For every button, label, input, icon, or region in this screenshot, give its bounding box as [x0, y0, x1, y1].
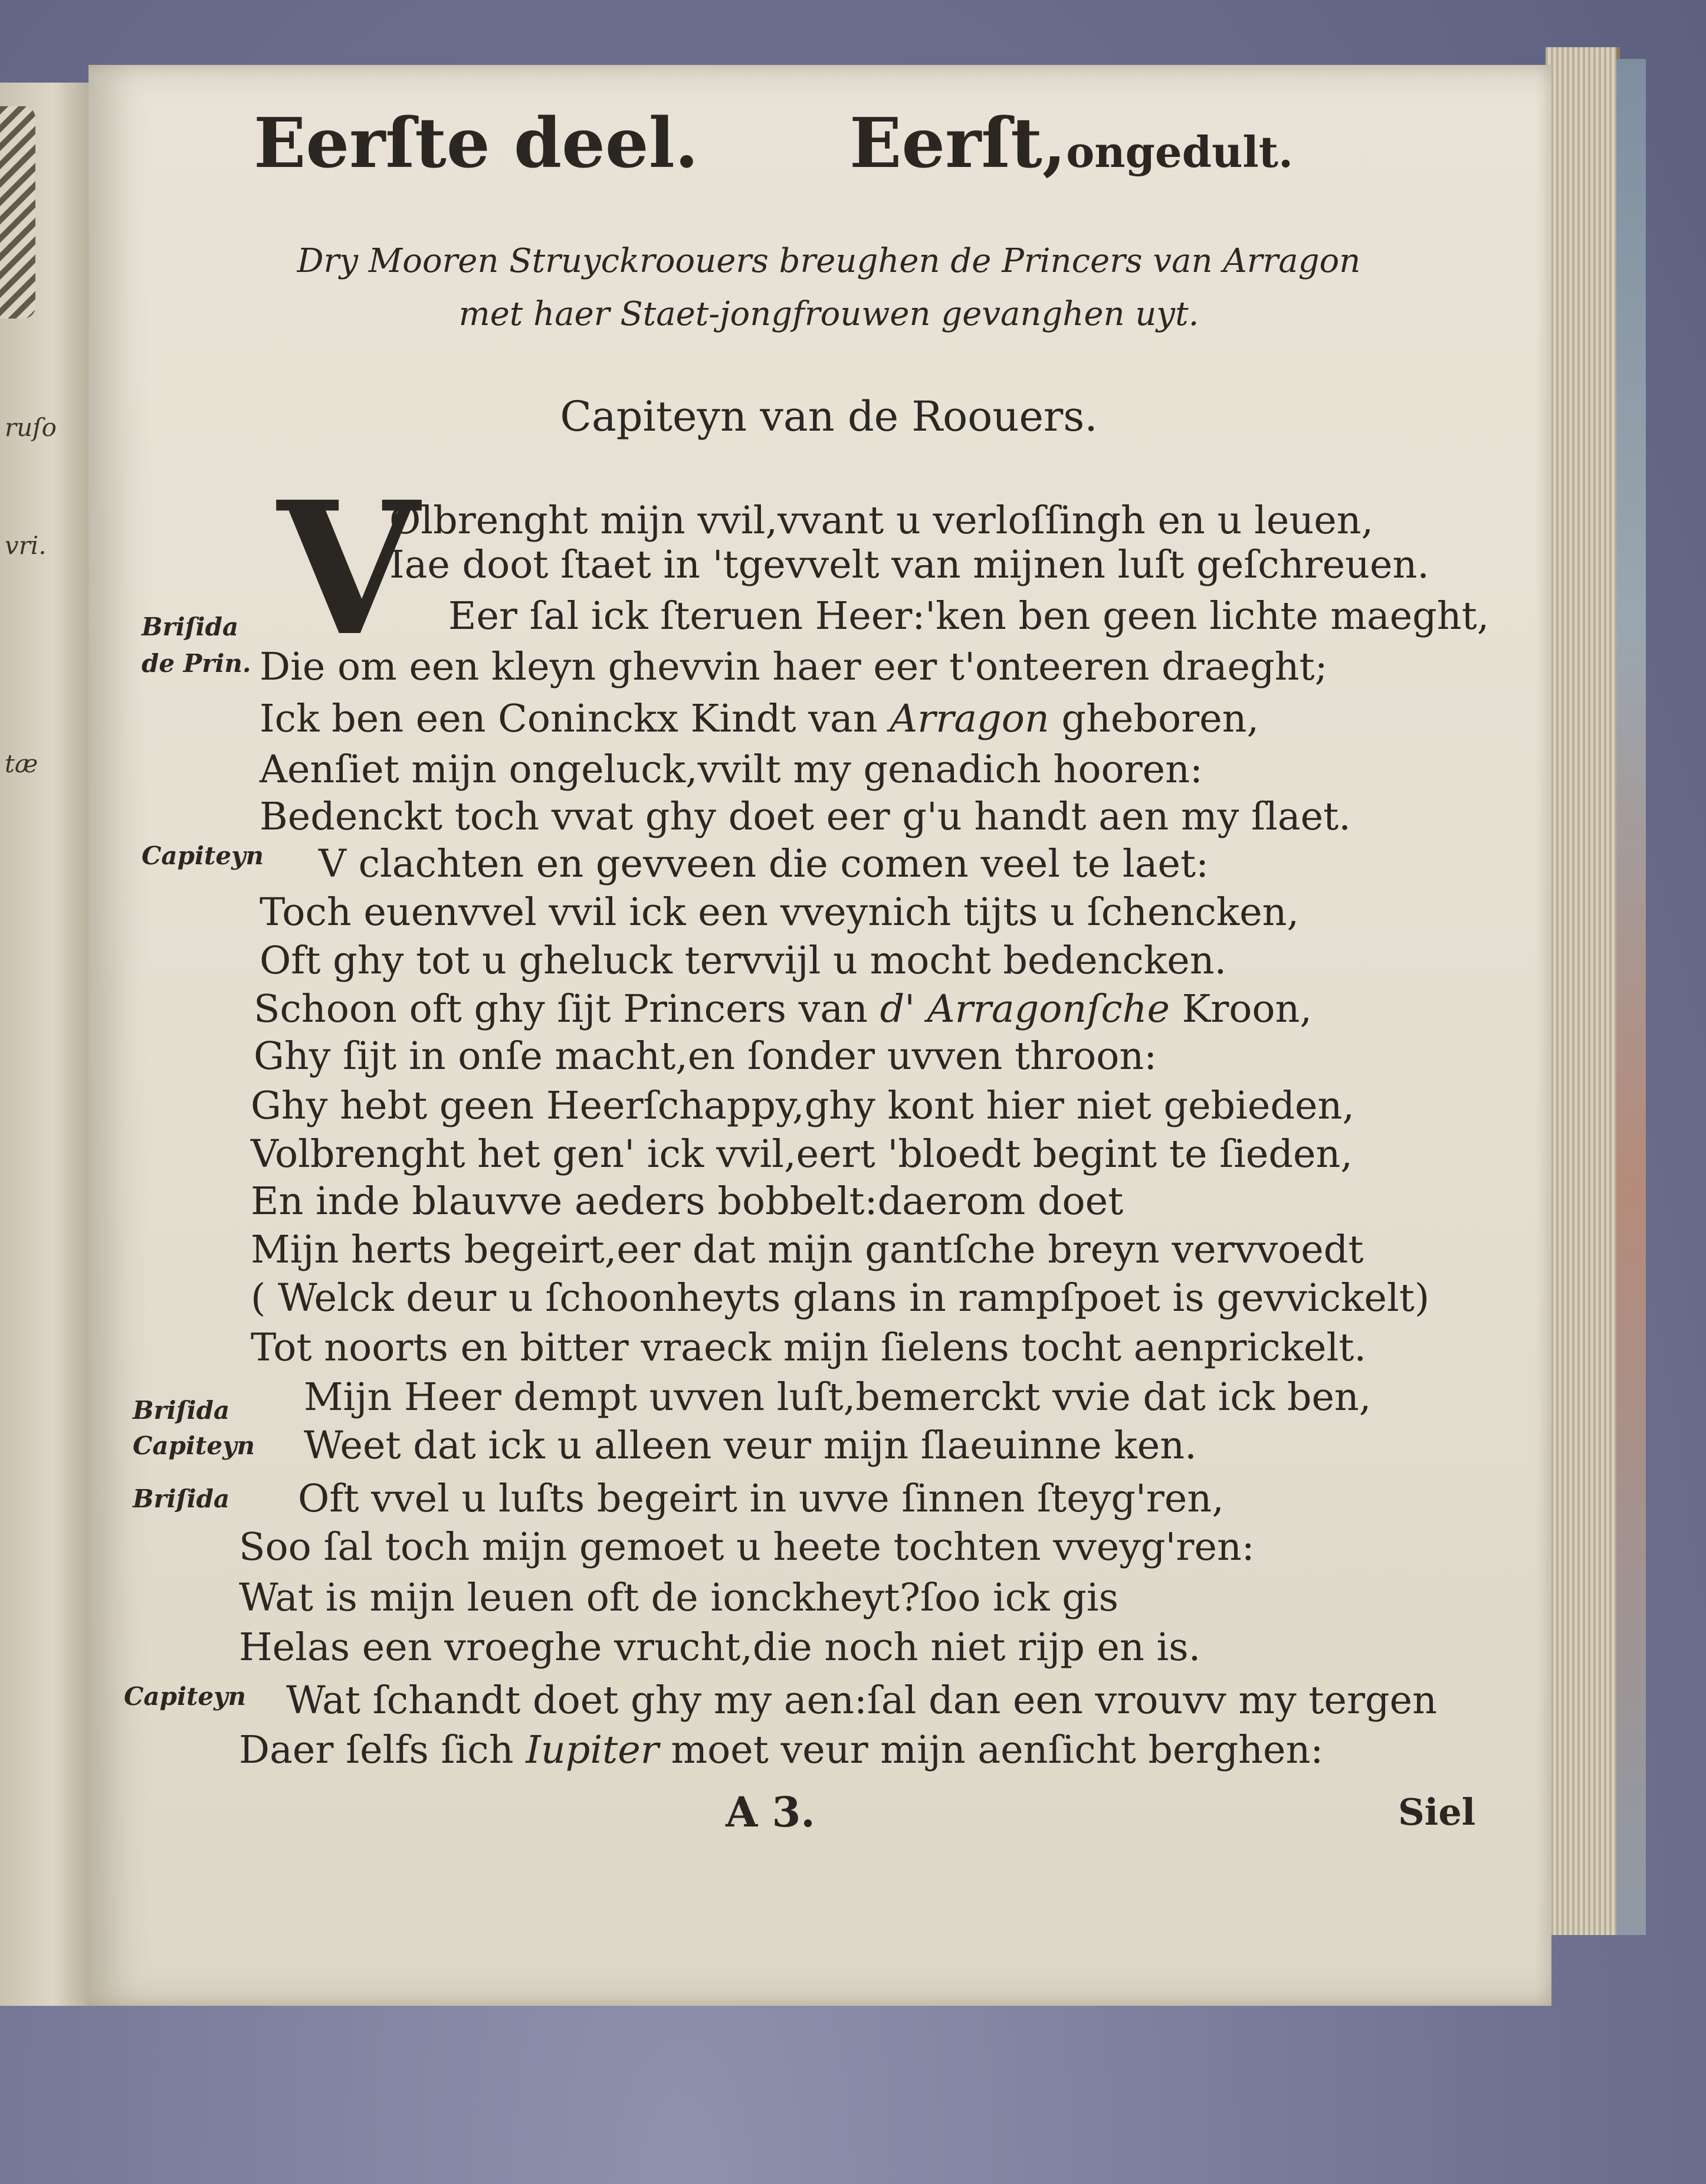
catchword: Siel — [1398, 1791, 1476, 1834]
verse-line: ( Welck deur u ſchoonheyts glans in rampſpoet is gevvickelt) — [251, 1276, 1430, 1320]
margin-fragment: vri. — [5, 531, 47, 560]
margin-fragment: ruſo — [5, 413, 57, 442]
drop-cap: V — [277, 462, 419, 677]
verse-line: Ghy ſijt in onſe macht,en ſonder uvven throon: — [254, 1034, 1157, 1078]
running-head-left: Eerſte deel. — [254, 103, 699, 183]
running-head-right-main: Eerſt, — [849, 103, 1067, 183]
verse-line: Ghy hebt geen Heerſchappy,ghy kont hier niet gebieden, — [251, 1084, 1355, 1128]
speaker-label: Briſida — [133, 1396, 230, 1425]
verse-line: Oft vvel u luſts begeirt in uvve ſinnen ſteyg'ren, — [298, 1477, 1224, 1521]
speaker-heading: Capiteyn van de Roouers. — [560, 392, 1098, 441]
verse-line: Volbrenght het gen' ick vvil,eert 'bloedt begint te ſieden, — [251, 1132, 1353, 1176]
book-cover-edge — [1616, 59, 1646, 1935]
running-head — [254, 103, 1315, 192]
verse-line: Bedenckt toch vvat ghy doet eer g'u handt aen my ſlaet. — [260, 795, 1351, 839]
verse-line: Weet dat ick u alleen veur mijn ſlaeuinne ken. — [304, 1424, 1197, 1468]
verse-line: En inde blauvve aeders bobbelt:daerom doet — [251, 1179, 1124, 1224]
verse-line: Mijn Heer dempt uvven luſt,bemerckt vvie dat ick ben, — [304, 1375, 1372, 1419]
running-head-right — [849, 103, 1293, 183]
verse-line: Eer ſal ick ſteruen Heer:'ken ben geen lichte maeght, — [448, 594, 1490, 638]
verse-line: Oft ghy tot u gheluck tervvijl u mocht bedencken. — [260, 939, 1227, 983]
signature-mark: A 3. — [726, 1788, 815, 1837]
verse-line: Toch euenvvel vvil ick een vveynich tijts u ſchencken, — [260, 890, 1300, 934]
verse-line: Wat ſchandt doet ghy my aen:ſal dan een vrouvv my tergen — [286, 1678, 1437, 1723]
speaker-label: Capiteyn — [142, 841, 264, 870]
speaker-label: Capiteyn — [133, 1431, 255, 1460]
speaker-label: Briſida — [142, 612, 239, 641]
ornament-border — [0, 106, 35, 319]
left-page-edge — [0, 83, 90, 2006]
verse-line: V clachten en gevveen die comen veel te laet: — [319, 842, 1209, 886]
verse-line: Iae doot ſtaet in 'tgevvelt van mijnen luſt geſchreuen. — [389, 543, 1429, 587]
speaker-label: de Prin. — [142, 649, 251, 678]
verse-line: Die om een kleyn ghevvin haer eer t'onteeren draeght; — [260, 645, 1328, 689]
verse-line: Tot noorts en bitter vraeck mijn ſielens tocht aenprickelt. — [251, 1326, 1367, 1370]
verse-line: Aenſiet mijn ongeluck,vvilt my genadich hooren: — [260, 747, 1203, 792]
margin-fragment: tæ — [5, 749, 38, 778]
verse-line: Daer ſelfs ſich Iupiter moet veur mijn aenſicht berghen: — [239, 1728, 1324, 1772]
rubric-line: Dry Mooren Struyckroouers breughen de Princers van Arragon — [297, 242, 1361, 280]
speaker-label: Briſida — [133, 1484, 230, 1513]
rubric-line: met haer Staet-jongfrouwen gevanghen uyt. — [458, 295, 1199, 333]
verse-line: Wat is mijn leuen oft de ionckheyt?ſoo ick gis — [239, 1576, 1119, 1620]
page-stack-edge — [1546, 47, 1620, 1935]
verse-line: Olbrenght mijn vvil,vvant u verloſſingh en u leuen, — [389, 499, 1374, 543]
verse-line: Mijn herts begeirt,eer dat mijn gantſche breyn vervvoedt — [251, 1228, 1364, 1272]
running-head-right-small: ongedult. — [1066, 127, 1294, 177]
speaker-label: Capiteyn — [124, 1682, 247, 1711]
verse-line: Helas een vroeghe vrucht,die noch niet rijp en is. — [239, 1625, 1201, 1670]
verse-line: Ick ben een Coninckx Kindt van Arragon gheboren, — [260, 697, 1259, 741]
verse-line: Soo ſal toch mijn gemoet u heete tochten vveyg'ren: — [239, 1525, 1255, 1569]
verse-line: Schoon oft ghy ſijt Princers van d' Arragonſche Kroon, — [254, 987, 1313, 1031]
